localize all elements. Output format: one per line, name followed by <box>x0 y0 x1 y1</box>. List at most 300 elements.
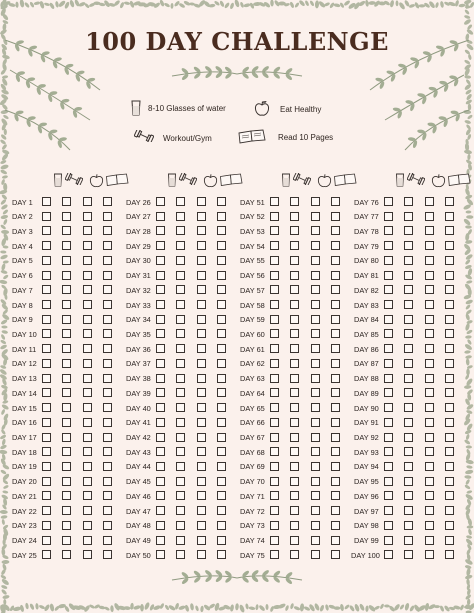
habit-checkbox[interactable] <box>311 285 320 294</box>
habit-checkbox[interactable] <box>270 197 279 206</box>
habit-checkbox[interactable] <box>331 403 340 412</box>
habit-checkbox[interactable] <box>83 212 92 221</box>
habit-checkbox[interactable] <box>384 197 393 206</box>
habit-checkbox[interactable] <box>270 359 279 368</box>
habit-checkbox[interactable] <box>425 212 434 221</box>
habit-checkbox[interactable] <box>103 359 112 368</box>
habit-checkbox[interactable] <box>311 197 320 206</box>
habit-checkbox[interactable] <box>290 491 299 500</box>
habit-checkbox[interactable] <box>290 300 299 309</box>
habit-checkbox[interactable] <box>425 418 434 427</box>
habit-checkbox[interactable] <box>83 447 92 456</box>
habit-checkbox[interactable] <box>311 359 320 368</box>
habit-checkbox[interactable] <box>445 256 454 265</box>
habit-checkbox[interactable] <box>197 536 206 545</box>
habit-checkbox[interactable] <box>103 271 112 280</box>
habit-checkbox[interactable] <box>42 403 51 412</box>
habit-checkbox[interactable] <box>311 315 320 324</box>
habit-checkbox[interactable] <box>384 256 393 265</box>
habit-checkbox[interactable] <box>425 477 434 486</box>
habit-checkbox[interactable] <box>197 300 206 309</box>
habit-checkbox[interactable] <box>290 433 299 442</box>
habit-checkbox[interactable] <box>42 300 51 309</box>
habit-checkbox[interactable] <box>217 285 226 294</box>
habit-checkbox[interactable] <box>445 315 454 324</box>
habit-checkbox[interactable] <box>176 285 185 294</box>
habit-checkbox[interactable] <box>176 241 185 250</box>
habit-checkbox[interactable] <box>331 418 340 427</box>
habit-checkbox[interactable] <box>156 271 165 280</box>
habit-checkbox[interactable] <box>290 241 299 250</box>
habit-checkbox[interactable] <box>311 271 320 280</box>
habit-checkbox[interactable] <box>176 433 185 442</box>
habit-checkbox[interactable] <box>197 226 206 235</box>
habit-checkbox[interactable] <box>176 447 185 456</box>
habit-checkbox[interactable] <box>445 418 454 427</box>
habit-checkbox[interactable] <box>331 271 340 280</box>
habit-checkbox[interactable] <box>384 462 393 471</box>
habit-checkbox[interactable] <box>62 344 71 353</box>
habit-checkbox[interactable] <box>176 197 185 206</box>
habit-checkbox[interactable] <box>311 491 320 500</box>
habit-checkbox[interactable] <box>331 462 340 471</box>
habit-checkbox[interactable] <box>197 285 206 294</box>
habit-checkbox[interactable] <box>270 256 279 265</box>
habit-checkbox[interactable] <box>270 300 279 309</box>
habit-checkbox[interactable] <box>197 197 206 206</box>
habit-checkbox[interactable] <box>103 462 112 471</box>
habit-checkbox[interactable] <box>83 491 92 500</box>
habit-checkbox[interactable] <box>156 359 165 368</box>
habit-checkbox[interactable] <box>42 536 51 545</box>
habit-checkbox[interactable] <box>62 300 71 309</box>
habit-checkbox[interactable] <box>311 462 320 471</box>
habit-checkbox[interactable] <box>217 433 226 442</box>
habit-checkbox[interactable] <box>83 226 92 235</box>
habit-checkbox[interactable] <box>384 241 393 250</box>
habit-checkbox[interactable] <box>156 447 165 456</box>
habit-checkbox[interactable] <box>197 447 206 456</box>
habit-checkbox[interactable] <box>270 536 279 545</box>
habit-checkbox[interactable] <box>83 418 92 427</box>
habit-checkbox[interactable] <box>445 447 454 456</box>
habit-checkbox[interactable] <box>62 285 71 294</box>
habit-checkbox[interactable] <box>103 550 112 559</box>
habit-checkbox[interactable] <box>331 536 340 545</box>
habit-checkbox[interactable] <box>217 477 226 486</box>
habit-checkbox[interactable] <box>42 521 51 530</box>
habit-checkbox[interactable] <box>445 388 454 397</box>
habit-checkbox[interactable] <box>156 462 165 471</box>
habit-checkbox[interactable] <box>331 491 340 500</box>
habit-checkbox[interactable] <box>156 374 165 383</box>
habit-checkbox[interactable] <box>176 329 185 338</box>
habit-checkbox[interactable] <box>103 536 112 545</box>
habit-checkbox[interactable] <box>384 403 393 412</box>
habit-checkbox[interactable] <box>311 212 320 221</box>
habit-checkbox[interactable] <box>62 521 71 530</box>
habit-checkbox[interactable] <box>62 315 71 324</box>
habit-checkbox[interactable] <box>404 536 413 545</box>
habit-checkbox[interactable] <box>311 241 320 250</box>
habit-checkbox[interactable] <box>156 197 165 206</box>
habit-checkbox[interactable] <box>176 315 185 324</box>
habit-checkbox[interactable] <box>425 536 434 545</box>
habit-checkbox[interactable] <box>270 226 279 235</box>
habit-checkbox[interactable] <box>290 271 299 280</box>
habit-checkbox[interactable] <box>103 521 112 530</box>
habit-checkbox[interactable] <box>83 329 92 338</box>
habit-checkbox[interactable] <box>197 212 206 221</box>
habit-checkbox[interactable] <box>331 359 340 368</box>
habit-checkbox[interactable] <box>384 506 393 515</box>
habit-checkbox[interactable] <box>197 477 206 486</box>
habit-checkbox[interactable] <box>62 491 71 500</box>
habit-checkbox[interactable] <box>217 344 226 353</box>
habit-checkbox[interactable] <box>445 491 454 500</box>
habit-checkbox[interactable] <box>197 491 206 500</box>
habit-checkbox[interactable] <box>445 212 454 221</box>
habit-checkbox[interactable] <box>404 271 413 280</box>
habit-checkbox[interactable] <box>217 403 226 412</box>
habit-checkbox[interactable] <box>197 374 206 383</box>
habit-checkbox[interactable] <box>404 212 413 221</box>
habit-checkbox[interactable] <box>62 212 71 221</box>
habit-checkbox[interactable] <box>404 550 413 559</box>
habit-checkbox[interactable] <box>270 462 279 471</box>
habit-checkbox[interactable] <box>404 285 413 294</box>
habit-checkbox[interactable] <box>83 477 92 486</box>
habit-checkbox[interactable] <box>404 315 413 324</box>
habit-checkbox[interactable] <box>42 491 51 500</box>
habit-checkbox[interactable] <box>425 521 434 530</box>
habit-checkbox[interactable] <box>331 300 340 309</box>
habit-checkbox[interactable] <box>62 241 71 250</box>
habit-checkbox[interactable] <box>217 197 226 206</box>
habit-checkbox[interactable] <box>176 359 185 368</box>
habit-checkbox[interactable] <box>270 374 279 383</box>
habit-checkbox[interactable] <box>290 388 299 397</box>
habit-checkbox[interactable] <box>176 491 185 500</box>
habit-checkbox[interactable] <box>270 271 279 280</box>
habit-checkbox[interactable] <box>425 256 434 265</box>
habit-checkbox[interactable] <box>42 256 51 265</box>
habit-checkbox[interactable] <box>270 388 279 397</box>
habit-checkbox[interactable] <box>42 271 51 280</box>
habit-checkbox[interactable] <box>270 506 279 515</box>
habit-checkbox[interactable] <box>156 256 165 265</box>
habit-checkbox[interactable] <box>290 374 299 383</box>
habit-checkbox[interactable] <box>156 212 165 221</box>
habit-checkbox[interactable] <box>217 462 226 471</box>
habit-checkbox[interactable] <box>311 403 320 412</box>
habit-checkbox[interactable] <box>311 374 320 383</box>
habit-checkbox[interactable] <box>176 506 185 515</box>
habit-checkbox[interactable] <box>290 418 299 427</box>
habit-checkbox[interactable] <box>156 521 165 530</box>
habit-checkbox[interactable] <box>445 241 454 250</box>
habit-checkbox[interactable] <box>290 212 299 221</box>
habit-checkbox[interactable] <box>331 521 340 530</box>
habit-checkbox[interactable] <box>217 491 226 500</box>
habit-checkbox[interactable] <box>384 477 393 486</box>
habit-checkbox[interactable] <box>445 374 454 383</box>
habit-checkbox[interactable] <box>331 256 340 265</box>
habit-checkbox[interactable] <box>290 329 299 338</box>
habit-checkbox[interactable] <box>290 536 299 545</box>
habit-checkbox[interactable] <box>425 329 434 338</box>
habit-checkbox[interactable] <box>425 462 434 471</box>
habit-checkbox[interactable] <box>217 359 226 368</box>
habit-checkbox[interactable] <box>425 374 434 383</box>
habit-checkbox[interactable] <box>156 418 165 427</box>
habit-checkbox[interactable] <box>384 315 393 324</box>
habit-checkbox[interactable] <box>103 300 112 309</box>
habit-checkbox[interactable] <box>156 506 165 515</box>
habit-checkbox[interactable] <box>156 329 165 338</box>
habit-checkbox[interactable] <box>445 536 454 545</box>
habit-checkbox[interactable] <box>290 447 299 456</box>
habit-checkbox[interactable] <box>404 433 413 442</box>
habit-checkbox[interactable] <box>176 550 185 559</box>
habit-checkbox[interactable] <box>42 329 51 338</box>
habit-checkbox[interactable] <box>42 241 51 250</box>
habit-checkbox[interactable] <box>445 433 454 442</box>
habit-checkbox[interactable] <box>270 550 279 559</box>
habit-checkbox[interactable] <box>83 271 92 280</box>
habit-checkbox[interactable] <box>217 226 226 235</box>
habit-checkbox[interactable] <box>156 403 165 412</box>
habit-checkbox[interactable] <box>217 550 226 559</box>
habit-checkbox[interactable] <box>62 388 71 397</box>
habit-checkbox[interactable] <box>83 506 92 515</box>
habit-checkbox[interactable] <box>331 212 340 221</box>
habit-checkbox[interactable] <box>445 271 454 280</box>
habit-checkbox[interactable] <box>217 506 226 515</box>
habit-checkbox[interactable] <box>270 477 279 486</box>
habit-checkbox[interactable] <box>311 506 320 515</box>
habit-checkbox[interactable] <box>83 300 92 309</box>
habit-checkbox[interactable] <box>404 329 413 338</box>
habit-checkbox[interactable] <box>83 388 92 397</box>
habit-checkbox[interactable] <box>156 285 165 294</box>
habit-checkbox[interactable] <box>270 447 279 456</box>
habit-checkbox[interactable] <box>217 256 226 265</box>
habit-checkbox[interactable] <box>425 197 434 206</box>
habit-checkbox[interactable] <box>103 477 112 486</box>
habit-checkbox[interactable] <box>290 477 299 486</box>
habit-checkbox[interactable] <box>331 285 340 294</box>
habit-checkbox[interactable] <box>62 536 71 545</box>
habit-checkbox[interactable] <box>42 212 51 221</box>
habit-checkbox[interactable] <box>197 550 206 559</box>
habit-checkbox[interactable] <box>42 388 51 397</box>
habit-checkbox[interactable] <box>311 226 320 235</box>
habit-checkbox[interactable] <box>62 271 71 280</box>
habit-checkbox[interactable] <box>156 550 165 559</box>
habit-checkbox[interactable] <box>83 359 92 368</box>
habit-checkbox[interactable] <box>217 315 226 324</box>
habit-checkbox[interactable] <box>311 550 320 559</box>
habit-checkbox[interactable] <box>42 226 51 235</box>
habit-checkbox[interactable] <box>384 359 393 368</box>
habit-checkbox[interactable] <box>103 344 112 353</box>
habit-checkbox[interactable] <box>103 315 112 324</box>
habit-checkbox[interactable] <box>311 418 320 427</box>
habit-checkbox[interactable] <box>62 418 71 427</box>
habit-checkbox[interactable] <box>197 433 206 442</box>
habit-checkbox[interactable] <box>445 226 454 235</box>
habit-checkbox[interactable] <box>404 521 413 530</box>
habit-checkbox[interactable] <box>176 418 185 427</box>
habit-checkbox[interactable] <box>331 344 340 353</box>
habit-checkbox[interactable] <box>445 462 454 471</box>
habit-checkbox[interactable] <box>42 285 51 294</box>
habit-checkbox[interactable] <box>384 550 393 559</box>
habit-checkbox[interactable] <box>103 256 112 265</box>
habit-checkbox[interactable] <box>83 256 92 265</box>
habit-checkbox[interactable] <box>83 344 92 353</box>
habit-checkbox[interactable] <box>445 359 454 368</box>
habit-checkbox[interactable] <box>311 521 320 530</box>
habit-checkbox[interactable] <box>404 477 413 486</box>
habit-checkbox[interactable] <box>290 462 299 471</box>
habit-checkbox[interactable] <box>103 418 112 427</box>
habit-checkbox[interactable] <box>42 550 51 559</box>
habit-checkbox[interactable] <box>176 300 185 309</box>
habit-checkbox[interactable] <box>331 447 340 456</box>
habit-checkbox[interactable] <box>197 403 206 412</box>
habit-checkbox[interactable] <box>384 521 393 530</box>
habit-checkbox[interactable] <box>176 536 185 545</box>
habit-checkbox[interactable] <box>156 344 165 353</box>
habit-checkbox[interactable] <box>217 447 226 456</box>
habit-checkbox[interactable] <box>384 388 393 397</box>
habit-checkbox[interactable] <box>384 491 393 500</box>
habit-checkbox[interactable] <box>217 374 226 383</box>
habit-checkbox[interactable] <box>156 226 165 235</box>
habit-checkbox[interactable] <box>311 388 320 397</box>
habit-checkbox[interactable] <box>331 374 340 383</box>
habit-checkbox[interactable] <box>404 344 413 353</box>
habit-checkbox[interactable] <box>62 447 71 456</box>
habit-checkbox[interactable] <box>425 285 434 294</box>
habit-checkbox[interactable] <box>42 447 51 456</box>
habit-checkbox[interactable] <box>331 241 340 250</box>
habit-checkbox[interactable] <box>197 256 206 265</box>
habit-checkbox[interactable] <box>270 521 279 530</box>
habit-checkbox[interactable] <box>62 506 71 515</box>
habit-checkbox[interactable] <box>384 271 393 280</box>
habit-checkbox[interactable] <box>404 506 413 515</box>
habit-checkbox[interactable] <box>83 403 92 412</box>
habit-checkbox[interactable] <box>103 491 112 500</box>
habit-checkbox[interactable] <box>270 433 279 442</box>
habit-checkbox[interactable] <box>156 433 165 442</box>
habit-checkbox[interactable] <box>62 403 71 412</box>
habit-checkbox[interactable] <box>404 359 413 368</box>
habit-checkbox[interactable] <box>103 506 112 515</box>
habit-checkbox[interactable] <box>290 521 299 530</box>
habit-checkbox[interactable] <box>445 477 454 486</box>
habit-checkbox[interactable] <box>103 388 112 397</box>
habit-checkbox[interactable] <box>331 226 340 235</box>
habit-checkbox[interactable] <box>176 403 185 412</box>
habit-checkbox[interactable] <box>42 462 51 471</box>
habit-checkbox[interactable] <box>176 212 185 221</box>
habit-checkbox[interactable] <box>384 212 393 221</box>
habit-checkbox[interactable] <box>384 300 393 309</box>
habit-checkbox[interactable] <box>62 226 71 235</box>
habit-checkbox[interactable] <box>83 550 92 559</box>
habit-checkbox[interactable] <box>42 359 51 368</box>
habit-checkbox[interactable] <box>311 256 320 265</box>
habit-checkbox[interactable] <box>197 359 206 368</box>
habit-checkbox[interactable] <box>62 256 71 265</box>
habit-checkbox[interactable] <box>156 315 165 324</box>
habit-checkbox[interactable] <box>404 418 413 427</box>
habit-checkbox[interactable] <box>176 462 185 471</box>
habit-checkbox[interactable] <box>311 344 320 353</box>
habit-checkbox[interactable] <box>217 388 226 397</box>
habit-checkbox[interactable] <box>270 315 279 324</box>
habit-checkbox[interactable] <box>311 447 320 456</box>
habit-checkbox[interactable] <box>425 300 434 309</box>
habit-checkbox[interactable] <box>270 491 279 500</box>
habit-checkbox[interactable] <box>176 477 185 486</box>
habit-checkbox[interactable] <box>42 418 51 427</box>
habit-checkbox[interactable] <box>103 285 112 294</box>
habit-checkbox[interactable] <box>42 344 51 353</box>
habit-checkbox[interactable] <box>156 388 165 397</box>
habit-checkbox[interactable] <box>384 374 393 383</box>
habit-checkbox[interactable] <box>103 374 112 383</box>
habit-checkbox[interactable] <box>331 506 340 515</box>
habit-checkbox[interactable] <box>404 388 413 397</box>
habit-checkbox[interactable] <box>425 315 434 324</box>
habit-checkbox[interactable] <box>404 447 413 456</box>
habit-checkbox[interactable] <box>103 212 112 221</box>
habit-checkbox[interactable] <box>331 433 340 442</box>
habit-checkbox[interactable] <box>311 536 320 545</box>
habit-checkbox[interactable] <box>83 197 92 206</box>
habit-checkbox[interactable] <box>404 403 413 412</box>
habit-checkbox[interactable] <box>311 329 320 338</box>
habit-checkbox[interactable] <box>290 359 299 368</box>
habit-checkbox[interactable] <box>404 256 413 265</box>
habit-checkbox[interactable] <box>404 300 413 309</box>
habit-checkbox[interactable] <box>176 344 185 353</box>
habit-checkbox[interactable] <box>331 477 340 486</box>
habit-checkbox[interactable] <box>445 329 454 338</box>
habit-checkbox[interactable] <box>176 256 185 265</box>
habit-checkbox[interactable] <box>445 550 454 559</box>
habit-checkbox[interactable] <box>103 329 112 338</box>
habit-checkbox[interactable] <box>384 433 393 442</box>
habit-checkbox[interactable] <box>290 403 299 412</box>
habit-checkbox[interactable] <box>62 550 71 559</box>
habit-checkbox[interactable] <box>311 433 320 442</box>
habit-checkbox[interactable] <box>290 550 299 559</box>
habit-checkbox[interactable] <box>425 344 434 353</box>
habit-checkbox[interactable] <box>197 315 206 324</box>
habit-checkbox[interactable] <box>384 329 393 338</box>
habit-checkbox[interactable] <box>42 315 51 324</box>
habit-checkbox[interactable] <box>103 433 112 442</box>
habit-checkbox[interactable] <box>156 477 165 486</box>
habit-checkbox[interactable] <box>404 197 413 206</box>
habit-checkbox[interactable] <box>103 197 112 206</box>
